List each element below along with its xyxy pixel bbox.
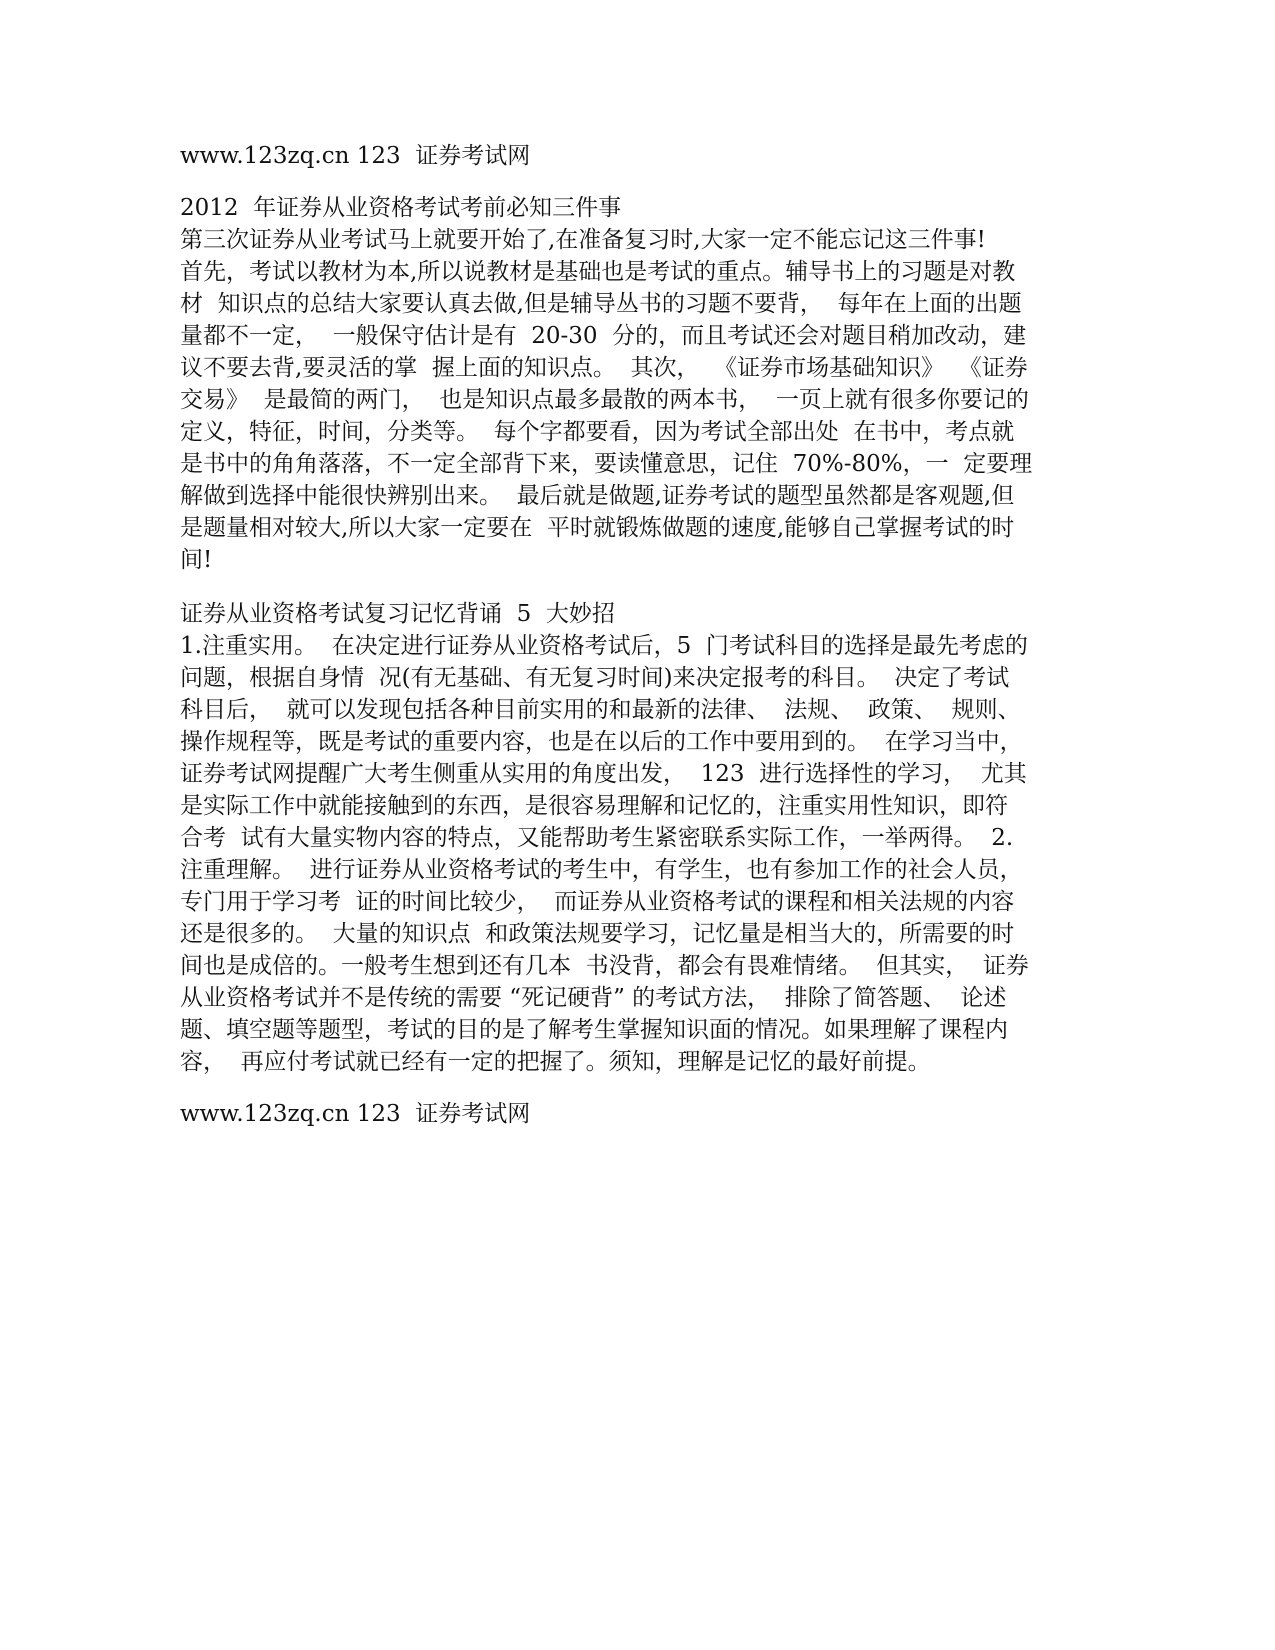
article-1-line: 是题量相对较大,所以大家一定要在 平时就锻炼做题的速度,能够自己掌握考试的时 xyxy=(180,515,1015,541)
article-2-line: 1.注重实用。 在决定进行证券从业资格考试后，5 门考试科目的选择是最先考虑的 xyxy=(180,633,1028,659)
article-1-line: 定义，特征，时间，分类等。 每个字都要看，因为考试全部出处 在书中，考点就 xyxy=(180,419,1015,445)
article-1-line: 量都不一定， 一般保守估计是有 20-30 分的，而且考试还会对题目稍加改动，建 xyxy=(180,323,1027,349)
article-2-line: 间也是成倍的。一般考生想到还有几本 书没背，都会有畏难情绪。 但其实， 证券 xyxy=(180,953,1029,979)
article-1-line: 间! xyxy=(180,547,213,573)
article-1-line: 材 知识点的总结大家要认真去做,但是辅导丛书的习题不要背， 每年在上面的出题 xyxy=(180,291,1022,317)
article-2-line: 题、填空题等题型，考试的目的是了解考生掌握知识面的情况。如果理解了课程内 xyxy=(180,1017,1008,1043)
document-page xyxy=(180,140,1060,1130)
article-1-line: 议不要去背,要灵活的掌 握上面的知识点。 其次， 《证券市场基础知识》 《证券 xyxy=(180,355,1028,381)
article-2-line: 是实际工作中就能接触到的东西，是很容易理解和记忆的，注重实用性知识，即符 xyxy=(180,793,1008,819)
article-2-line: 合考 试有大量实物内容的特点，又能帮助考生紧密联系实际工作，一举两得。 2. xyxy=(180,825,1014,851)
article-1-line: 是书中的角角落落，不一定全部背下来，要读懂意思，记住 70%-80%，一 定要理 xyxy=(180,451,1033,477)
article-1-line: 解做到选择中能很快辨别出来。 最后就是做题,证券考试的题型虽然都是客观题,但 xyxy=(180,483,1015,509)
article-1-line: 第三次证券从业考试马上就要开始了,在准备复习时,大家一定不能忘记这三件事! xyxy=(180,227,986,253)
article-2 xyxy=(180,598,1060,1078)
header-site-text: www.123zq.cn 123 证券考试网 xyxy=(180,143,531,169)
article-1-line: 首先，考试以教材为本,所以说教材是基础也是考试的重点。辅导书上的习题是对教 xyxy=(180,259,1016,285)
article-1-line: 交易》 是最简的两门， 也是知识点最多最散的两本书， 一页上就有很多你要记的 xyxy=(180,387,1029,413)
article-2-line: 注重理解。 进行证券从业资格考试的考生中，有学生，也有参加工作的社会人员， xyxy=(180,857,1023,883)
article-2-line: 问题，根据自身情 况(有无基础、有无复习时间)来决定报考的科目。 决定了考试 xyxy=(180,665,1010,691)
article-2-line: 操作规程等，既是考试的重要内容，也是在以后的工作中要用到的。 在学习当中， xyxy=(180,729,1023,755)
article-1-title: 2012 年证券从业资格考试考前必知三件事 xyxy=(180,195,622,221)
footer-site-text: www.123zq.cn 123 证券考试网 xyxy=(180,1101,531,1127)
article-2-line: 从业资格考试并不是传统的需要 “死记硬背” 的考试方法， 排除了简答题、 论述 xyxy=(180,985,1007,1011)
article-1 xyxy=(180,192,1060,576)
article-2-line: 科目后， 就可以发现包括各种目前实用的和最新的法律、 法规、 政策、 规则、 xyxy=(180,697,1021,723)
article-2-line: 容， 再应付考试就已经有一定的把握了。须知，理解是记忆的最好前提。 xyxy=(180,1049,931,1075)
section-spacer xyxy=(180,576,1060,598)
article-2-title: 证券从业资格考试复习记忆背诵 5 大妙招 xyxy=(180,601,615,627)
article-2-line: 证券考试网提醒广大考生侧重从实用的角度出发， 123 进行选择性的学习， 尤其 xyxy=(180,761,1027,787)
article-2-line: 专门用于学习考 证的时间比较少， 而证券从业资格考试的课程和相关法规的内容 xyxy=(180,889,1015,915)
article-2-line: 还是很多的。 大量的知识点 和政策法规要学习，记忆量是相当大的，所需要的时 xyxy=(180,921,1015,947)
